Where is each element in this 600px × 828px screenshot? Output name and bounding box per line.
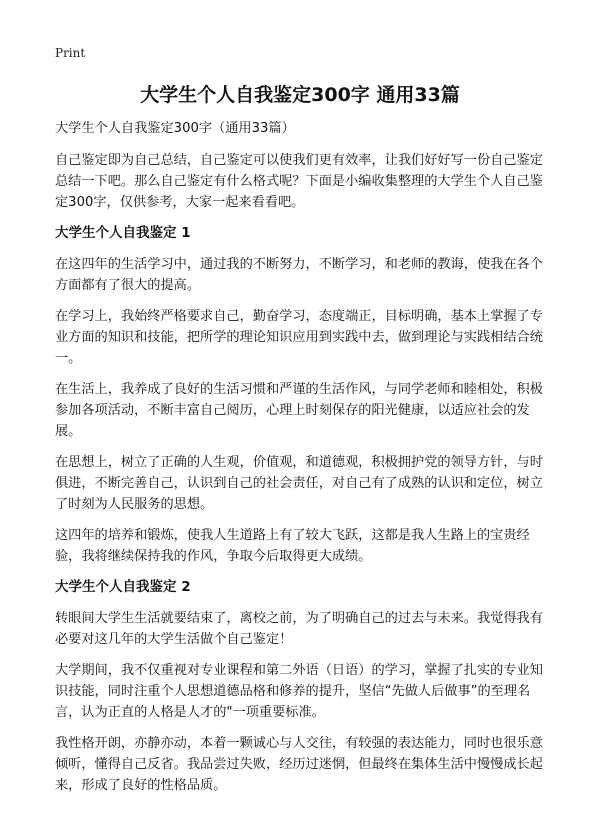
section-heading-1: 大学生个人自我鉴定 1 [55, 225, 191, 241]
section-2-paragraph: 大学期间，我不仅重视对专业课程和第二外语（日语）的学习，掌握了扎实的专业知识技能，同时注重个人思想道德品格和修养的提升，坚信“先做人后做事”的至理名言，认为正直的人格是人才的"一项重要标准。 [55, 663, 543, 720]
page-title: 大学生个人自我鉴定300字 通用33篇 [140, 84, 460, 106]
section-1-paragraph: 在生活上，我养成了良好的生活习惯和严谨的生活作风，与同学老师和睦相处，积极参加各项活动，不断丰富自己阅历，心理上时刻保存的阳光健康，以适应社会的发展。 [55, 382, 543, 439]
section-1-paragraph: 在学习上，我始终严格要求自己，勤奋学习，态度端正，目标明确，基本上掌握了专业方面的知识和技能，把所学的理论知识应用到实践中去，做到理论与实践相结合统一。 [55, 309, 543, 366]
print-link[interactable]: Print [55, 46, 86, 60]
article-subtitle: 大学生个人自我鉴定300字（通用33篇） [55, 121, 295, 136]
section-heading-2: 大学生个人自我鉴定 2 [55, 579, 191, 595]
article-body [55, 118, 555, 806]
section-1-paragraph: 在这四年的生活学习中，通过我的不断努力，不断学习，和老师的教诲，使我在各个方面都有了很大的提高。 [55, 257, 543, 293]
section-2-paragraph: 转眼间大学生生活就要结束了，离校之前，为了明确自己的过去与未来。我觉得我有必要对这几年的大学生活做个自己鉴定！ [55, 611, 543, 647]
section-1-paragraph: 这四年的培养和锻炼，使我人生道路上有了较大飞跃，这都是我人生路上的宝贵经验，我将继续保持我的作风，争取今后取得更大成绩。 [55, 528, 530, 564]
intro-paragraph: 自己鉴定即为自己总结，自己鉴定可以使我们更有效率，让我们好好写一份自己鉴定总结一下吧。那么自己鉴定有什么格式呢？下面是小编收集整理的大学生个人自己鉴定300字，仅供参考，大家一起来看看吧。 [55, 153, 543, 210]
section-2-paragraph: 我性格开朗，亦静亦动，本着一颗诚心与人交往，有较强的表达能力，同时也很乐意倾听，懂得自己反省。我品尝过失败，经历过迷惘，但最终在集体生活中慢慢成长起来，形成了良好的性格品质。 [55, 736, 543, 793]
section-1-paragraph: 在思想上，树立了正确的人生观，价值观，和道德观，积极拥护党的领导方针，与时俱进，不断完善自己，认识到自己的社会责任，对自己有了成熟的认识和定位，树立了时刻为人民服务的思想。 [55, 455, 543, 512]
